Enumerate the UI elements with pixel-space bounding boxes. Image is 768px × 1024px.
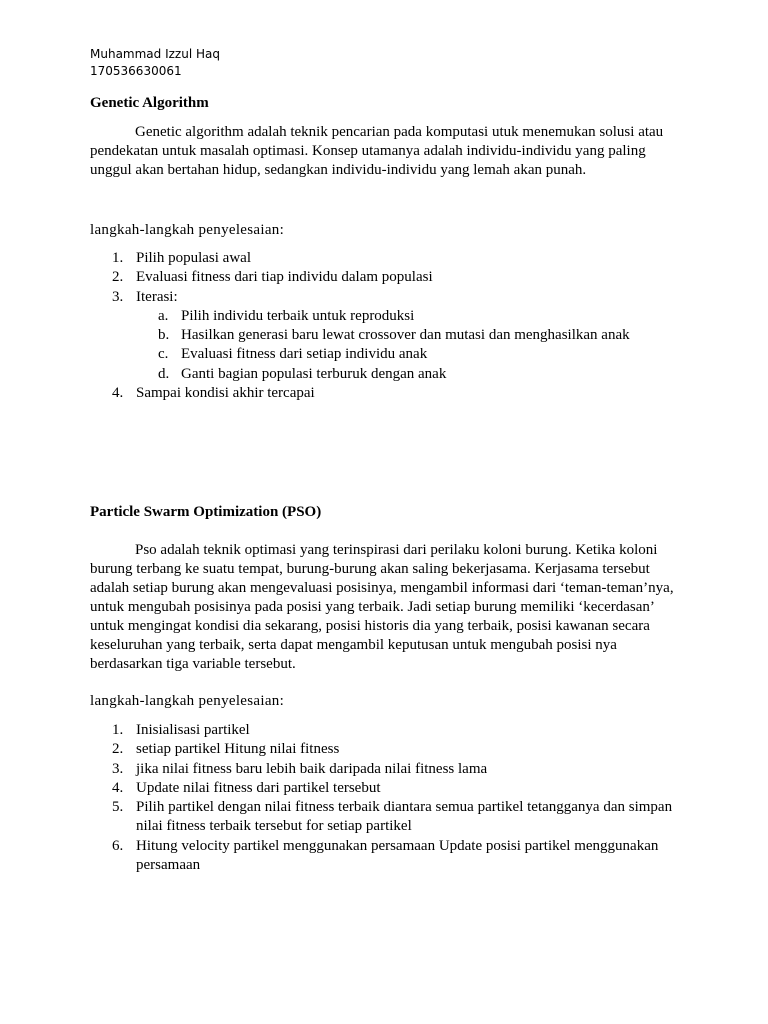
list-text: Hasilkan generasi baru lewat crossover dan mutasi dan menghasilkan anak [181,327,630,344]
list-text: Ganti bagian populasi terburuk dengan anak [181,365,447,382]
author-name: Muhammad Izzul Haq [90,47,220,61]
author-block [90,46,220,80]
list-item [0,384,768,403]
pso-paragraph [90,541,680,674]
list-number: 3. [112,760,124,777]
list-text: Pilih individu terbaik untuk reproduksi [181,307,415,324]
list-number: 3. [112,288,124,305]
list-item [0,837,768,876]
pso-paragraph-text: Pso adalah teknik optimasi yang terinspirasi dari perilaku koloni burung. Ketika koloni burung terbang ke suatu tempat, burung-burung akan saling bekerjasama. Kerjasama tersebut adalah setiap burung akan mengevaluasi posisinya, mengambil informasi dari ‘teman-teman’nya, untuk mengubah posisinya pada posisi yang terbaik. Jadi setiap burung memiliki ‘kecerdasan’ untuk mengingat kondisi dia sekarang, posisi historis dia yang terbaik, posisi kawanan secara keseluruhan yang terbaik, serta dapat mengambil keputusan untuk mengubah posisi nya berdasarkan tiga variable tersebut. [90,542,674,672]
list-item [0,760,768,779]
ga-steps-label: langkah-langkah penyelesaian: [90,222,285,238]
list-item [0,798,768,837]
list-text: Pilih populasi awal [136,250,251,266]
pso-heading: Particle Swarm Optimization (PSO) [90,504,322,520]
ga-paragraph-text: Genetic algorithm adalah teknik pencarian pada komputasi utuk menemukan solusi atau pendekatan untuk masalah optimasi. Konsep utamanya adalah individu-individu yang paling unggul akan bertahan hidup, sedangkan individu-individu yang lemah akan punah. [90,124,664,178]
list-letter: b. [158,327,170,344]
list-item [0,740,768,759]
list-number: 1. [112,722,124,738]
list-text: jika nilai fitness baru lebih baik daripada nilai fitness lama [136,760,488,777]
list-number: 5. [112,799,124,816]
sub-list-item [0,365,768,384]
list-number: 6. [112,837,124,854]
ga-steps-list [0,249,768,403]
list-number: 1. [112,250,124,266]
pso-steps-label: langkah-langkah penyelesaian: [90,693,285,709]
list-number: 2. [112,269,124,286]
sub-list-item [0,307,768,326]
list-letter: d. [158,365,170,382]
list-letter: a. [158,307,169,324]
ga-paragraph [90,123,680,180]
list-item [0,721,768,740]
pso-steps-list [0,721,768,875]
list-number: 4. [112,385,124,402]
list-text: Evaluasi fitness dari tiap individu dalam populasi [136,269,433,286]
list-text: Inisialisasi partikel [136,722,250,738]
list-text: Iterasi: [136,288,178,305]
list-text: Hitung velocity partikel menggunakan persamaan Update posisi partikel menggunakan persamaan [136,837,659,874]
list-text: setiap partikel Hitung nilai fitness [136,741,340,758]
author-id: 170536630061 [90,64,182,78]
sub-list-item [0,345,768,364]
list-item [0,249,768,268]
list-number: 4. [112,779,124,796]
list-item [0,268,768,287]
list-text: Evaluasi fitness dari setiap individu anak [181,346,428,363]
list-text: Sampai kondisi akhir tercapai [136,385,315,402]
list-item [0,779,768,798]
sub-list-item [0,326,768,345]
list-text: Pilih partikel dengan nilai fitness terbaik diantara semua partikel tetangganya dan simpan nilai fitness terbaik tersebut for setiap partikel [136,799,673,835]
ga-heading: Genetic Algorithm [90,95,209,111]
list-item [0,288,768,307]
list-number: 2. [112,741,124,758]
list-letter: c. [158,346,169,363]
list-text: Update nilai fitness dari partikel tersebut [136,779,381,796]
